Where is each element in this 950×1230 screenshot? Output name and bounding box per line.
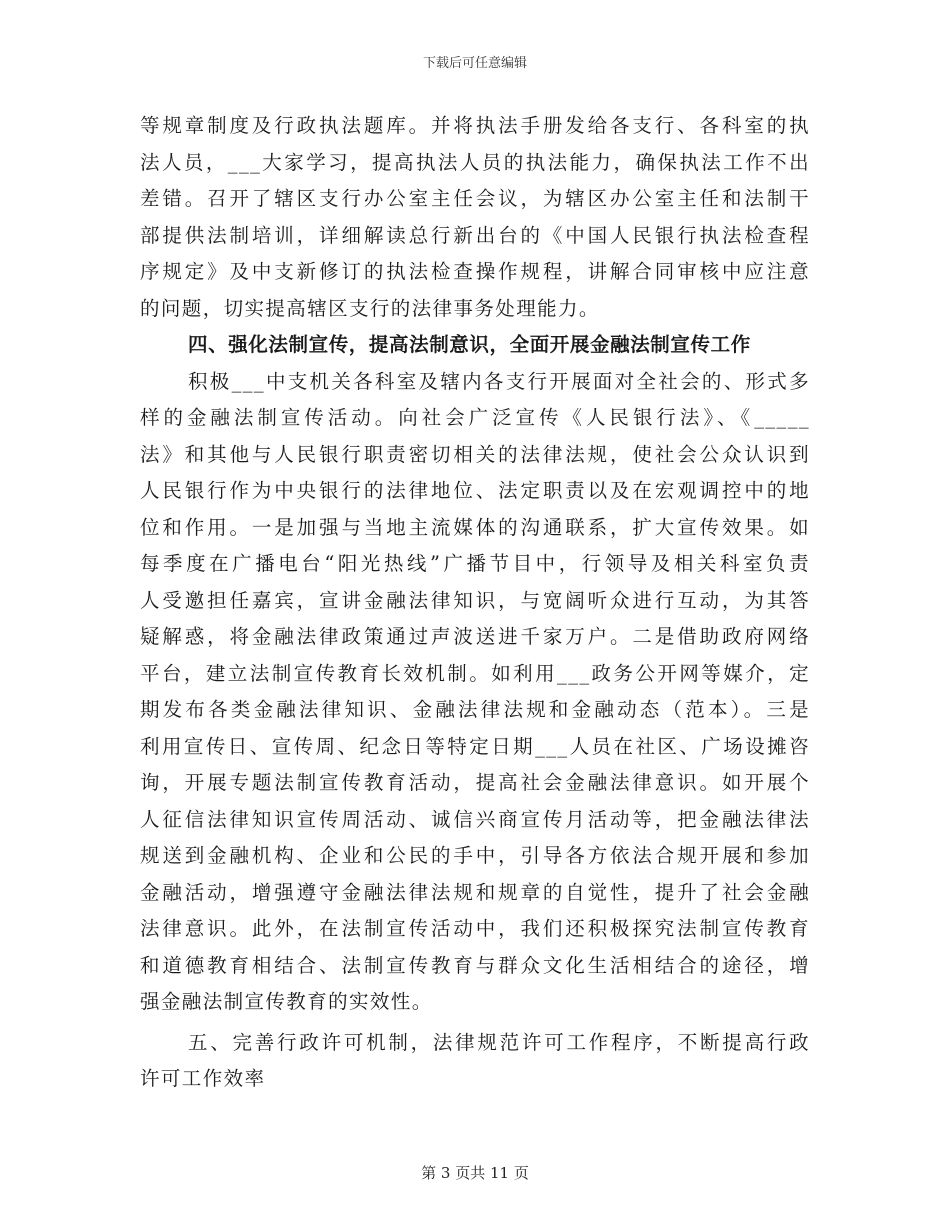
text-line: 强金融法制宣传教育的实效性。 — [140, 990, 433, 1013]
text-line: 人征信法律知识宣传周活动、诚信兴商宣传月活动等，把金融法律法 — [140, 807, 810, 831]
section-heading-five — [140, 1025, 810, 1098]
text-line: 规送到金融机构、企业和公民的手中，引导各方依法合规开展和参加 — [140, 844, 810, 867]
text-line: 法人员，___大家学习，提高执法人员的执法能力，确保执法工作不出 — [140, 150, 810, 174]
paragraph-legal-publicity — [140, 364, 810, 1021]
paragraph-regulations — [140, 108, 810, 327]
text-line: 法》和其他与人民银行职责密切相关的法律法规，使社会公众认识到 — [140, 442, 810, 466]
page-header: 下载后可任意编辑 — [422, 56, 527, 71]
text-line: 人民银行作为中央银行的法律地位、法定职责以及在宏观调控中的地 — [140, 479, 810, 502]
text-line: 询，开展专题法制宣传教育活动，提高社会金融法律意识。如开展个 — [140, 771, 810, 794]
text-line: 法律意识。此外，在法制宣传活动中，我们还积极探究法制宣传教育 — [140, 917, 810, 940]
page-footer: 第 3 页共 11 页 — [421, 1164, 529, 1182]
text-line: 的问题，切实提高辖区支行的法律事务处理能力。 — [140, 296, 600, 320]
text-line: 积极___中支机关各科室及辖内各支行开展面对全社会的、形式多 — [188, 369, 810, 393]
text-line: 人受邀担任嘉宾，宣讲金融法律知识，与宽阔听众进行互动，为其答 — [140, 588, 810, 612]
text-line: 平台，建立法制宣传教育长效机制。如利用___政务公开网等媒介，定 — [140, 661, 810, 685]
document-body — [140, 108, 810, 1098]
text-line: 期发布各类金融法律知识、金融法律法规和金融动态（范本）。三是 — [140, 698, 810, 721]
text-line: 利用宣传日、宣传周、纪念日等特定日期___人员在社区、广场设摊咨 — [140, 734, 810, 758]
text-line: 疑解惑，将金融法律政策通过声波送进千家万户。二是借助政府网络 — [140, 625, 810, 648]
text-line: 和道德教育相结合、法制宣传教育与群众文化生活相结合的途径，增 — [140, 953, 810, 977]
text-line: 许可工作效率 — [140, 1067, 266, 1090]
section-heading-four: 四、强化法制宣传，提高法制意识，全面开展金融法制宣传工作 — [188, 333, 751, 356]
text-line: 每季度在广播电台“阳光热线”广播节目中，行领导及相关科室负责 — [140, 552, 810, 575]
text-line: 序规定》及中支新修订的执法检查操作规程，讲解合同审核中应注意 — [140, 260, 810, 283]
text-line: 部提供法制培训，详细解读总行新出台的《中国人民银行执法检查程 — [140, 223, 810, 247]
text-line: 五、完善行政许可机制，法律规范许可工作程序，不断提高行政 — [188, 1030, 810, 1054]
text-line: 差错。召开了辖区支行办公室主任会议，为辖区办公室主任和法制干 — [140, 187, 810, 210]
text-line: 金融活动，增强遵守金融法律法规和规章的自觉性，提升了社会金融 — [140, 880, 810, 904]
text-line: 等规章制度及行政执法题库。并将执法手册发给各支行、各科室的执 — [140, 114, 810, 137]
text-line: 样的金融法制宣传活动。向社会广泛宣传《人民银行法》、《_____ — [140, 406, 810, 429]
text-line: 位和作用。一是加强与当地主流媒体的沟通联系，扩大宣传效果。如 — [140, 515, 810, 539]
